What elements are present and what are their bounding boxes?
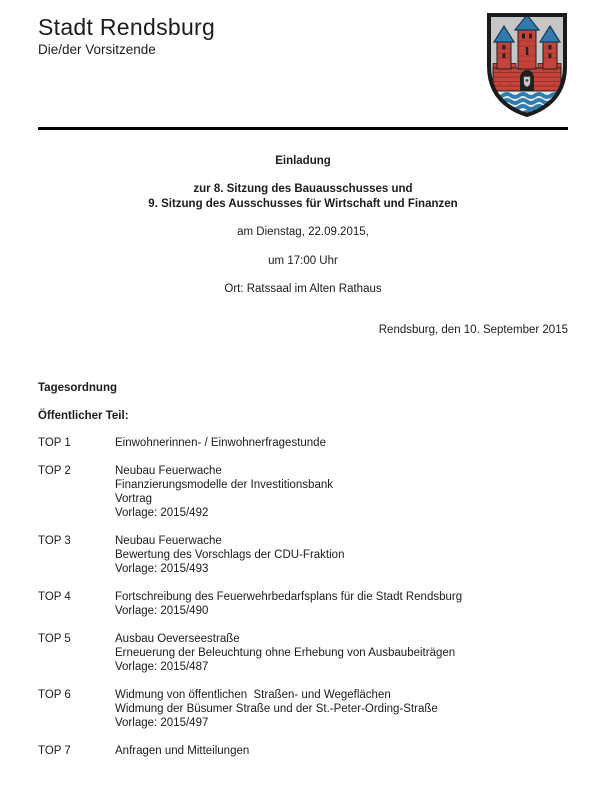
agenda-item bbox=[38, 534, 568, 576]
agenda-item-line: Vorlage: 2015/490 bbox=[115, 605, 209, 617]
agenda-section-heading: Öffentlicher Teil: bbox=[38, 409, 129, 422]
agenda-item bbox=[38, 688, 568, 730]
agenda-item-lines bbox=[115, 534, 568, 576]
agenda-item-line: Widmung der Büsumer Straße und der St.-Peter-Ording-Straße bbox=[115, 703, 438, 715]
agenda-item-lines bbox=[115, 590, 568, 618]
agenda-item bbox=[38, 590, 568, 618]
agenda-item-lines bbox=[115, 688, 568, 730]
invitation-block bbox=[38, 155, 568, 297]
agenda-item-lines bbox=[115, 464, 568, 520]
agenda-item bbox=[38, 632, 568, 674]
agenda-item-line: Widmung von öffentlichen Straßen- und Wegeflächen bbox=[115, 689, 391, 701]
agenda-item-label: TOP 3 bbox=[38, 535, 71, 547]
agenda-item-line: Ausbau Oeverseestraße bbox=[115, 633, 240, 645]
coat-of-arms-icon bbox=[486, 12, 568, 118]
agenda-item-line: Einwohnerinnen- / Einwohnerfragestunde bbox=[115, 437, 326, 449]
agenda-item-line: Vorlage: 2015/487 bbox=[115, 661, 209, 673]
agenda-item-lines bbox=[115, 744, 568, 758]
agenda-item-line: Vorlage: 2015/493 bbox=[115, 563, 209, 575]
meeting-date: am Dienstag, 22.09.2015, bbox=[237, 226, 369, 238]
org-name: Stadt Rendsburg bbox=[38, 14, 216, 40]
header-rule bbox=[38, 127, 568, 130]
invitation-title: Einladung bbox=[275, 155, 331, 167]
session-lines bbox=[38, 182, 568, 211]
agenda-item-line: Vortrag bbox=[115, 493, 153, 505]
agenda-item-line: Neubau Feuerwache bbox=[115, 535, 222, 547]
agenda-item-line: Erneuerung der Beleuchtung ohne Erhebung von Ausbaubeiträgen bbox=[115, 647, 456, 659]
agenda-item-line: Fortschreibung des Feuerwehrbedarfsplans für die Stadt Rendsburg bbox=[115, 591, 463, 603]
agenda-list bbox=[38, 436, 568, 758]
session-line-2: 9. Sitzung des Ausschusses für Wirtschaft und Finanzen bbox=[148, 197, 458, 210]
sender-role: Die/der Vorsitzende bbox=[38, 42, 156, 57]
meeting-location: Ort: Ratssaal im Alten Rathaus bbox=[224, 283, 382, 295]
agenda-item bbox=[38, 436, 568, 450]
agenda-item-label: TOP 7 bbox=[38, 745, 71, 757]
agenda-item bbox=[38, 744, 568, 758]
agenda-item-line: Neubau Feuerwache bbox=[115, 465, 222, 477]
agenda-item-label: TOP 4 bbox=[38, 591, 71, 603]
agenda-item-line: Vorlage: 2015/497 bbox=[115, 717, 209, 729]
letterhead-text bbox=[38, 14, 215, 58]
agenda-item-line: Finanzierungsmodelle der Investitionsbank bbox=[115, 479, 333, 491]
agenda-item-lines bbox=[115, 632, 568, 674]
agenda-item-line: Bewertung des Vorschlags der CDU-Fraktion bbox=[115, 549, 345, 561]
agenda-item-label: TOP 5 bbox=[38, 633, 71, 645]
agenda-item bbox=[38, 464, 568, 520]
agenda-item-label: TOP 1 bbox=[38, 437, 71, 449]
agenda-item-line: Vorlage: 2015/492 bbox=[115, 507, 209, 519]
session-line-1: zur 8. Sitzung des Bauausschusses und bbox=[193, 183, 413, 195]
agenda-heading: Tagesordnung bbox=[38, 382, 118, 394]
letterhead bbox=[38, 14, 568, 127]
meeting-time: um 17:00 Uhr bbox=[268, 254, 338, 267]
agenda-item-label: TOP 2 bbox=[38, 465, 71, 477]
agenda-item-label: TOP 6 bbox=[38, 689, 71, 701]
agenda-item-lines bbox=[115, 436, 568, 450]
place-date-line: Rendsburg, den 10. September 2015 bbox=[378, 323, 568, 336]
agenda-item-line: Anfragen und Mitteilungen bbox=[115, 745, 250, 757]
